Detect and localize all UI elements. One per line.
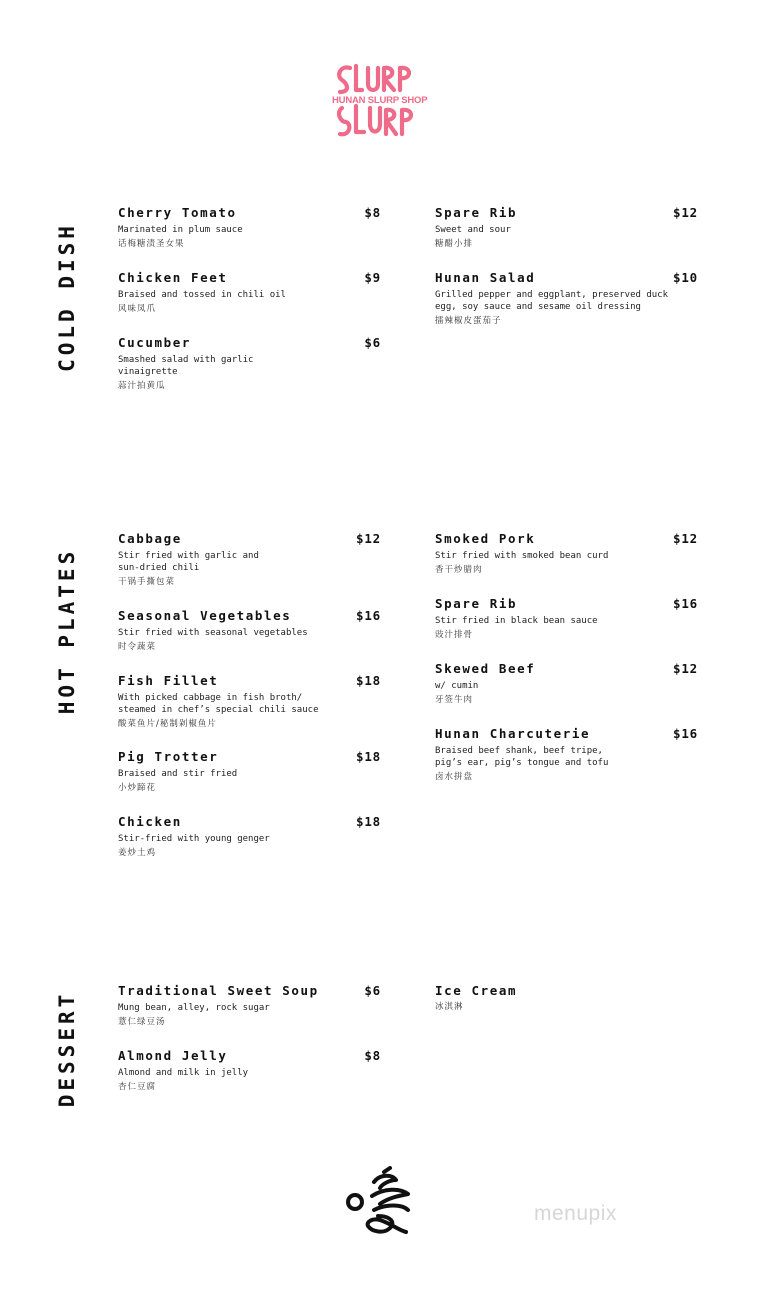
item-price: $16 (673, 596, 698, 611)
item-description: Stir-fried with young genger (118, 834, 270, 844)
menu-item-fish-fillet (118, 673, 381, 730)
item-description: Almond and milk in jelly (118, 1068, 249, 1078)
menu-item-spare-rib-sweet-sour (435, 205, 698, 250)
item-chinese-name: 牙签牛肉 (435, 695, 474, 705)
item-description: Smashed salad with garlic vinaigrette (118, 355, 254, 377)
menu-item-hunan-salad (435, 270, 698, 327)
menu-item-hunan-charcuterie (435, 726, 698, 783)
menupix-watermark: menupix (534, 1202, 617, 1225)
item-name: Pig Trotter (118, 749, 219, 764)
item-description: Stir fried with garlic and sun-dried chili (118, 551, 259, 573)
menu-item-smoked-pork (435, 531, 698, 576)
item-price: $18 (356, 814, 381, 829)
menu-item-cucumber (118, 335, 381, 392)
menu-item-cherry-tomato (118, 205, 381, 250)
item-name: Smoked Pork (435, 531, 536, 546)
swirl-glyph-logo-icon (344, 1166, 416, 1236)
logo-subtitle: HUNAN SLURP SHOP (332, 95, 428, 106)
item-price: $12 (673, 531, 698, 546)
item-chinese-name: 话梅糖渍圣女果 (118, 239, 185, 249)
menu-item-traditional-sweet-soup (118, 983, 381, 1028)
item-price: $12 (356, 531, 381, 546)
item-price: $12 (673, 661, 698, 676)
item-name: Chicken Feet (118, 270, 228, 285)
item-chinese-name: 豉汁排骨 (435, 630, 474, 640)
item-chinese-name: 酸菜鱼片/秘制剁椒鱼片 (118, 719, 217, 729)
menu-item-skewed-beef (435, 661, 698, 706)
item-chinese-name: 时令蔬菜 (118, 642, 157, 652)
item-price: $12 (673, 205, 698, 220)
item-price: $8 (364, 205, 381, 220)
item-name: Hunan Salad (435, 270, 536, 285)
item-name: Hunan Charcuterie (435, 726, 591, 741)
item-description: Braised beef shank, beef tripe, pig’s ear, pig’s tongue and tofu (435, 746, 609, 768)
item-description: Braised and stir fried (118, 769, 238, 779)
item-price: $6 (364, 983, 381, 998)
item-chinese-name: 姜炒土鸡 (118, 848, 157, 858)
item-chinese-name: 薏仁绿豆汤 (118, 1017, 166, 1027)
item-description: Mung bean, alley, rock sugar (118, 1003, 270, 1013)
item-chinese-name: 冰淇淋 (435, 1002, 464, 1012)
item-name: Almond Jelly (118, 1048, 228, 1063)
item-price: $16 (673, 726, 698, 741)
item-description: Stir fried in black bean sauce (435, 616, 598, 626)
item-description: Braised and tossed in chili oil (118, 290, 286, 300)
item-chinese-name: 卤水拼盘 (435, 772, 474, 782)
item-chinese-name: 干锅手撕包菜 (118, 577, 176, 587)
item-price: $16 (356, 608, 381, 623)
item-name: Cherry Tomato (118, 205, 237, 220)
item-chinese-name: 香干炒腊肉 (435, 565, 483, 575)
item-price: $6 (364, 335, 381, 350)
menu-item-chicken-feet (118, 270, 381, 315)
item-name: Spare Rib (435, 596, 518, 611)
item-price: $18 (356, 749, 381, 764)
item-price: $10 (673, 270, 698, 285)
menu-item-cabbage (118, 531, 381, 588)
item-price: $18 (356, 673, 381, 688)
item-chinese-name: 糖醋小排 (435, 239, 474, 249)
item-name: Fish Fillet (118, 673, 219, 688)
item-description: With picked cabbage in fish broth/ steamed in chef’s special chili sauce (118, 693, 319, 715)
item-name: Spare Rib (435, 205, 518, 220)
slurp-logo (332, 62, 428, 142)
item-chinese-name: 蒜汁拍黄瓜 (118, 381, 166, 391)
item-description: Marinated in plum sauce (118, 225, 243, 235)
item-name: Seasonal Vegetables (118, 608, 292, 623)
item-description: Sweet and sour (435, 225, 511, 235)
item-description: w/ cumin (435, 681, 479, 691)
item-description: Stir fried with seasonal vegetables (118, 628, 308, 638)
item-description: Stir fried with smoked bean curd (435, 551, 609, 561)
menu-item-almond-jelly (118, 1048, 381, 1093)
item-description: Grilled pepper and eggplant, preserved duck egg, soy sauce and sesame oil dressing (435, 290, 668, 312)
item-name: Cucumber (118, 335, 192, 350)
item-chinese-name: 擂辣椒皮蛋茄子 (435, 316, 502, 326)
item-chinese-name: 杏仁豆腐 (118, 1082, 157, 1092)
item-name: Cabbage (118, 531, 182, 546)
item-name: Traditional Sweet Soup (118, 983, 319, 998)
item-name: Skewed Beef (435, 661, 536, 676)
menu-item-seasonal-vegetables (118, 608, 381, 653)
item-price: $8 (364, 1048, 381, 1063)
item-price: $9 (364, 270, 381, 285)
menu-item-spare-rib-black-bean (435, 596, 698, 641)
menu-item-ice-cream (435, 983, 698, 1013)
item-name: Chicken (118, 814, 182, 829)
menu-item-pig-trotter (118, 749, 381, 794)
item-name: Ice Cream (435, 983, 518, 998)
item-chinese-name: 小炒蹄花 (118, 783, 157, 793)
menu-item-chicken (118, 814, 381, 859)
item-chinese-name: 风味凤爪 (118, 304, 157, 314)
